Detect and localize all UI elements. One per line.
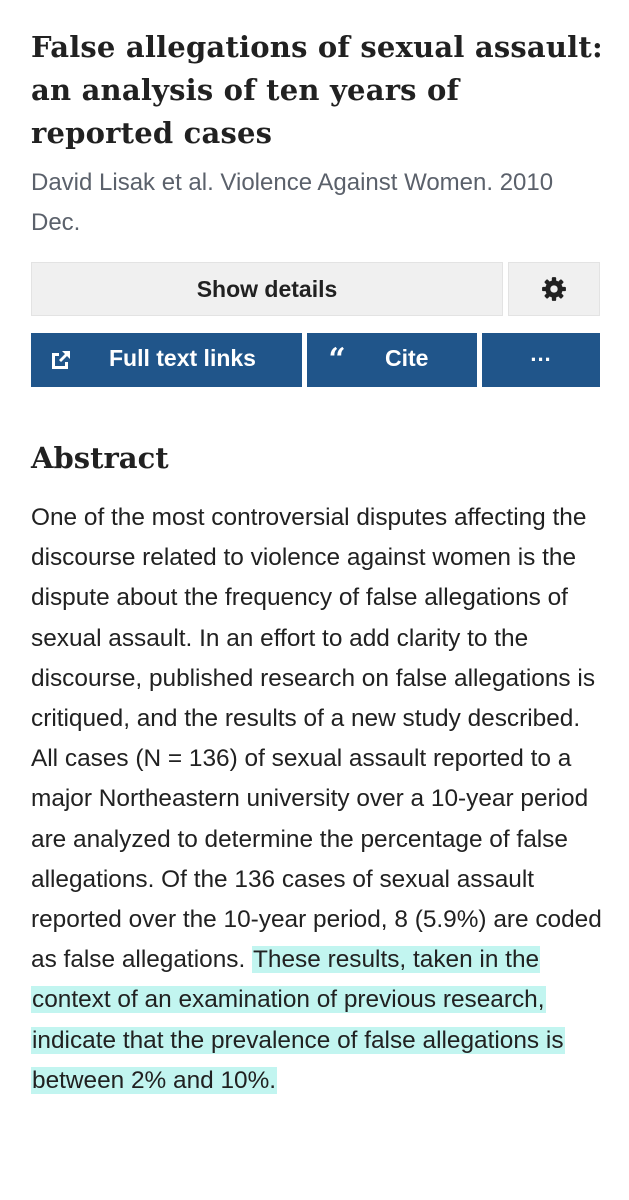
article-title: False allegations of sexual assault: an analysis of ten years of reported cases	[31, 30, 603, 150]
more-options-button[interactable]	[482, 333, 600, 387]
show-details-button[interactable]	[31, 262, 503, 316]
cite-label: Cite	[385, 345, 429, 371]
abstract-text-plain: One of the most controversial disputes affecting the discourse related to violence against women is the dispute about the frequency of false allegations of sexual assault. In an effort to add clarity to the discourse, published research on false allegations is critiqued, and the results of a new study described. All cases (N = 136) of sexual assault reported to a major Northeastern university over a 10-year period are analyzed to determine the percentage of false allegations. Of the 136 cases of sexual assault reported over the 10-year period, 8 (5.9%) are coded as false allegations.	[31, 504, 602, 974]
full-text-links-button[interactable]	[31, 333, 302, 387]
abstract-heading: Abstract	[31, 441, 169, 475]
more-options-label: ...	[530, 341, 552, 366]
abstract-text	[31, 498, 611, 1101]
settings-button[interactable]	[508, 262, 600, 316]
full-text-links-label: Full text links	[109, 345, 256, 371]
show-details-label: Show details	[196, 275, 338, 302]
cite-button[interactable]	[307, 333, 477, 387]
quote-icon: “	[328, 341, 346, 377]
external-link-icon	[49, 348, 73, 372]
abstract-text-highlighted: These results, taken in the context of an examination of previous research, indicate that the prevalence of false allegations is between 2% and 10%.	[32, 946, 564, 1094]
article-citation[interactable]: David Lisak et al. Violence Against Women. 2010 Dec.	[31, 169, 554, 236]
gear-icon	[541, 276, 567, 302]
